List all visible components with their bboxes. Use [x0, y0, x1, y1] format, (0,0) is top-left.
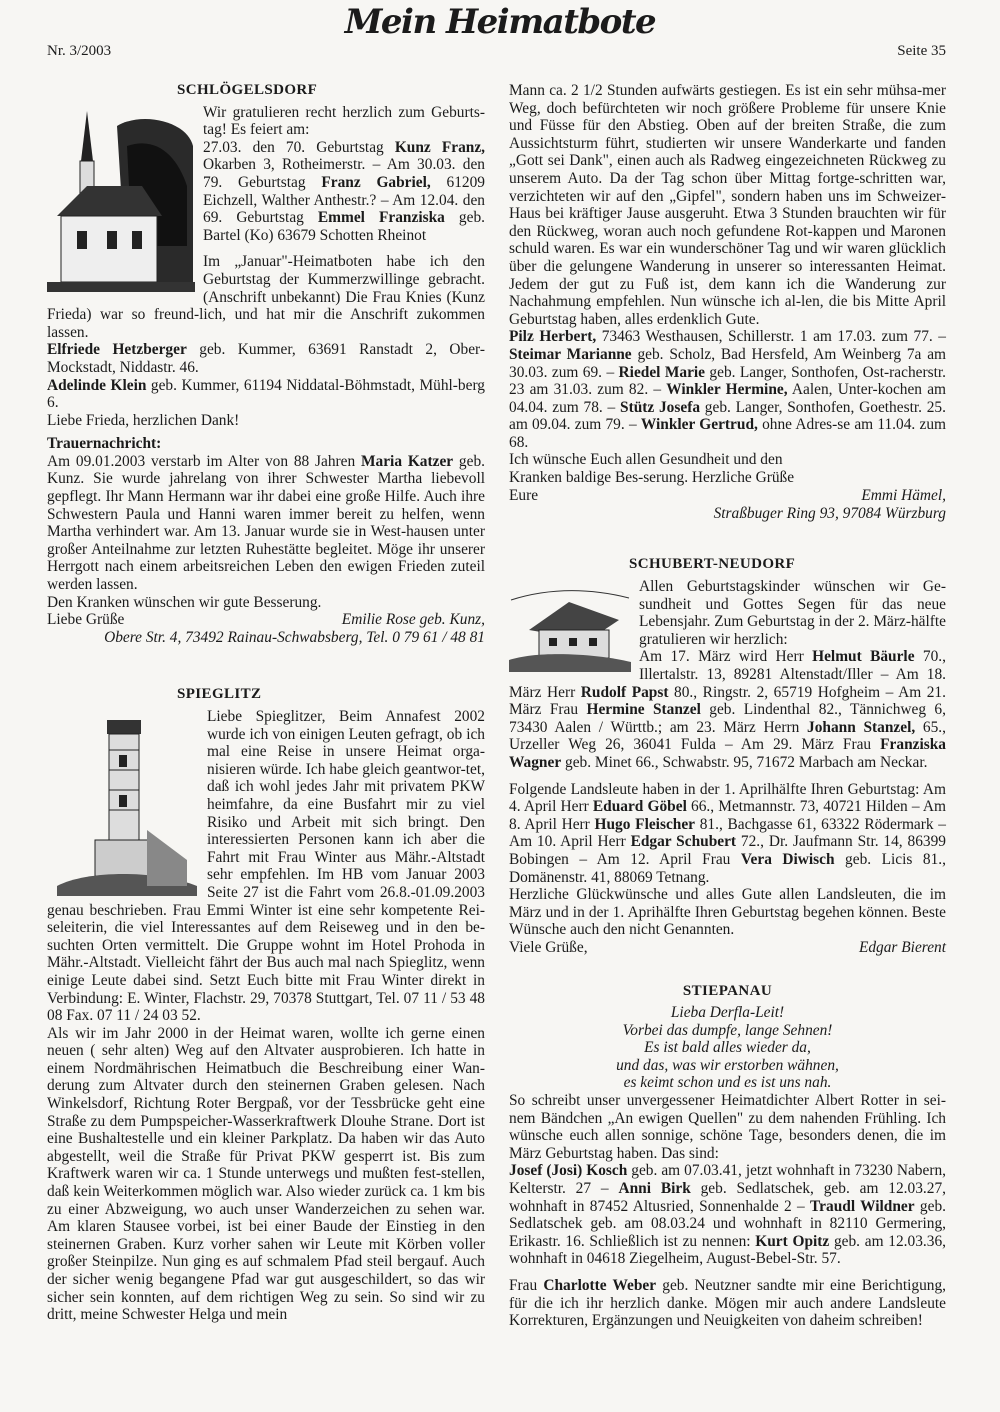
spieglitz-closing: Ich wünsche Euch allen Gesundheit und den Kranken baldige Bes-serung. Herzliche Grüße Eure [509, 451, 795, 504]
trauer-heading: Trauernachricht: [47, 435, 162, 453]
section-title-spieglitz: SPIEGLITZ [177, 686, 262, 703]
stiepanau-para3: Frau Charlotte Weber geb. Neutzner sandte mir eine Berichtigung, für die ich ihr herzlich danke. Mögen mir auch andere Landsleute Korrekturen, Ergänzungen und Neuigkeiten von daheim schreiben! [509, 1277, 947, 1330]
schloegelsdorf-para5: Liebe Frieda, herzlichen Dank! [47, 411, 240, 429]
schubert-birthdays-march: Am 17. März wird Herr Helmut Bäurle 70., Illertalstr. 13, 89281 Altenstadt/Iller – Am 18. März Herr Rudolf Papst 80., Ringstr. 2, 65719 Hofgheim – Am 21. März Frau Hermine Stanzel geb. Lindenthal 82., Tännichweg 6, 73430 Aalen / Württb.; am 23. März Herrn Johann Stanzel, 65., Urzeller Weg 26, 36041 Fulda – Am 29. März Frau Franziska Wagner geb. Minet 66., Schwabstr. 95, 71672 Marbach am Neckar. [509, 648, 946, 771]
tower-illustration [47, 710, 199, 896]
house-illustration [509, 580, 631, 672]
schloegelsdorf-para4: Adelinde Klein geb. Kummer, 61194 Niddatal-Böhmstadt, Mühl-berg 6. [47, 376, 485, 412]
spieglitz-birthdays: Pilz Herbert, 73463 Westhausen, Schillerstr. 1 am 17.03. zum 77. – Steimar Marianne geb. Scholz, Bad Hersfeld, Am Weinberg 7a am 30.03. zum 69. – Riedel Marie geb. Langer, Sonthofen, Ost-racherstr. 23 am 31.03. zum 82. – Winkler Hermine, Aalen, Unter-kochen am 04.04. zum 78. – Stütz Josefa geb. Langer, Sonthofen, Goethestr. 25. am 09.04. zum 79. – Winkler Gertrud, ohne Adres-se am 11.04. zum 68. [509, 328, 947, 451]
spieglitz-signature: Emmi Hämel, [861, 487, 946, 505]
schloegelsdorf-para3: Elfriede Hetzberger geb. Kummer, 63691 Ranstadt 2, Ober-Mockstadt, Niddastr. 46. [47, 341, 485, 376]
schloegelsdorf-para2: Im „Januar"-Heimatboten habe ich den Geburtstag der Kummerzwillinge gebracht. (Anschrift unbekannt) Die Frau Knies (Kunz Frieda) war so freund-lich, und hat mir die Anschrift zukommen lassen. [47, 253, 485, 341]
trauer-text: Am 09.01.2003 verstarb im Alter von 88 Jahren Maria Katzer geb. Kunz. Sie wurde jahrelang von ihrer Schwester Martha liebevoll gepflegt. Ihr Mann Hermann war ihr dabei eine große Hilfe. Auch ihre Schwestern Paula und Hanni waren immer bereit zu helfen, wenn Martha verhindert war. Am 13. Januar wurde sie in West-hausen unter großer Anteilnahme zur letzten Ruhestätte begleitet. Möge ihr unserer Herrgott nach einem arbeitsreichen Leben den ewigen Frieden zuteil werden lassen. [47, 452, 485, 594]
section-title-stiepanau: STIEPANAU [682, 982, 773, 999]
church-illustration [47, 106, 195, 292]
issue-number: Nr. 3/2003 [47, 43, 112, 59]
stiepanau-para1: So schreibt unser unvergessener Heimatdichter Albert Rotter in sei-nem Bändchen „An ewigen Quellen" zu dem nahenden Frühling. Ich wünsche euch allen sonnige, schöne Tage, besonders denen, die im März Geburtstag haben. Das sind: [509, 1092, 946, 1162]
schubert-signature: Viele Grüße, Edgar Bierent [509, 938, 946, 956]
signature-address: Obere Str. 4, 73492 Rainau-Schwabsberg, Tel. 0 79 61 / 48 81 [104, 628, 485, 646]
schubert-birthdays-april: Folgende Landsleute haben in der 1. Aprilhälfte Ihren Geburtstag: Am 4. April Herr Eduard Göbel 66., Metmannstr. 73, 40721 Hilden – Am 8. April Herr Hugo Fleischer 81., Bachgasse 61, 63322 Rödermark – Am 10. April Herr Edgar Schubert 72., Dr. Jaufmann Str. 14, 86399 Bobingen – Am 12. April Frau Vera Diwisch geb. Licis 81., Domänenstr. 41, 88069 Tetnang. [509, 780, 946, 886]
right-column [509, 82, 946, 1330]
section-title-schubert-neudorf: SCHUBERT-NEUDORF [629, 556, 796, 573]
spieglitz-signature-address: Straßbuger Ring 93, 97084 Würzburg [713, 504, 946, 522]
schloegelsdorf-intro: Wir gratulieren recht herzlich zum Geburts-tag! Es feiert am: 27.03. den 70. Geburtstag Kunz Franz, Okarben 3, Rotheimerstr. – Am 30.03. den 79. Geburtstag Franz Gabriel, 61209 Eichzell, Walther Anthestr.? – Am 12.04. den 69. Geburtstag Emmel Franziska geb. Bartel (Ko) 63679 Schotten Rheinot [203, 103, 486, 244]
schubert-intro: Allen Geburtstagskinder wünschen wir Ge-sundheit und Gottes Segen für das neue Lebensjahr. Zum Geburtstag in der 2. März-hälfte gratulieren wir herzlich: [639, 578, 946, 648]
stiepanau-birthdays: Josef (Josi) Kosch geb. am 07.03.41, jetzt wohnhaft in 73230 Nabern, Kelterstr. 27 – Anni Birk geb. Sedlatschek, geb. am 12.03.27, wohnhaft in 87452 Altusried, Sonnenhalde 2 – Traudl Wildner geb. Sedlatschek geb. am 08.03.24 und wohnhaft in 82110 Germering, Erikastr. 16. Schließlich ist zu nennen: Kurt Opitz geb. am 12.03.36, wohnhaft in 04618 Ziegelheim, August-Bebel-Str. 57. [509, 1162, 946, 1268]
masthead-logo: Mein Heimatbote [344, 2, 656, 42]
signature-line: Liebe Grüße Emilie Rose geb. Kunz, [47, 611, 485, 629]
section-title-schloegelsdorf: SCHLÖGELSDORF [177, 82, 318, 98]
left-column [47, 82, 485, 1324]
poem: Lieba Derfla-Leit! Vorbei das dumpfe, lange Sehnen! Es ist bald alles wieder da, und das, was wir erstorben wähnen, es keimt schon und es ist uns nah. [616, 1004, 839, 1092]
schubert-wishes: Herzliche Glückwünsche und alles Gute allen Landsleuten, die im März und in der 1. Aprihälfte Ihren Geburtstag begehen können. Beste Wünsche auch den nicht Genannten. [509, 886, 946, 939]
spieglitz-para2: Als wir im Jahr 2000 in der Heimat waren, wollte ich gerne einen neuen ( sehr alten) Weg auf den Altvater ausprobieren. Ich hatte in einem Nordmährischen Heimatbuch die Beschreibung einer Wan-derung zum Altvater durch den steinernen Graben gelesen. Nach Winkelsdorf, Richtung Roter Bergpaß, vor der Tessbrücke geht eine Straße zu dem Pumpspeicher-Wasserkraftwerk Dlouhe Strane. Dort ist eine Bushaltestelle und ein kleiner Parkplatz. Da haben wir das Auto abgestellt, weil die Straße für Privat PKW gesperrt ist. Bis zum Kraftwerk waren wir ca. 1 Stunde unterwegs und mußten fest-stellen, daß kein Weiterkommen möglich war. Also wieder zurück ca. 1 km bis zu einer Abzweigung, wo auch unser Wanderzeichen zu sehen war. Am klaren Stausee vorbei, ist bei einer Baude der Einstieg in den steinernen Graben. Kurz vorher sahen wir Leute mit Körben voller großer Steinpilze. Nun ging es auf schmalem Pfad steil bergauf. Auch der sicher wenig begangene Pfad war gut ausgeschildert, so das wir sicher sein konnten, auf dem richtigen Weg zu sein. So sind wir zu dritt, meine Schwester Helga und mein [47, 1024, 485, 1324]
page-number: Seite 35 [897, 43, 946, 59]
trauer-wish: Den Kranken wünschen wir gute Besserung. [47, 593, 322, 611]
spieglitz-continued: Mann ca. 2 1/2 Stunden aufwärts gestiegen. Es ist ein sehr mühsa-mer Weg, doch befürchteten wir noch größere Probleme für unsere Knie und Füsse für den Abstieg. Oben auf der breiten Straße, die zum Aussichtsturm führt, studierten wir unsere Wanderkarte und fanden „Gott sei Dank", einen auch als Radweg eingezeichneten Rückweg zu unserem Auto. Da der Tag schon über Mittag fortge-schritten war, verzichteten wir auf den „Gipfel", sondern haben uns im Schweizer-Haus bei kräftiger Jause ausgeruht. Etwa 3 Stunden brauchten wir für den Rückweg, woran auch noch gefundene Rot-kappen und Maronen schuld waren. Es war ein wunderschöner Tag und wir waren glücklich über die gelungene Wanderung in unserer so interessanten Heimat. Jedem der gut zu Fuß ist, dem kann ich die Wanderung zur Nachahmung empfehlen. Nun wünsche ich al-len, die bis Mitte April Geburtstag haben, alles erdenklich Gute. [509, 82, 946, 328]
page-header [0, 0, 1000, 60]
spieglitz-para1: Liebe Spieglitzer, Beim Annafest 2002 wurde ich von einigen Leuten gefragt, ob ich mal eine Reise in unsere Heimat orga-nisieren würde. Ich habe gleich geantwor-tet, daß ich wohl jedes Jahr mit privatem PKW heimfahre, da eine Busfahrt mir zu viel Risiko und Arbeit mit sich bringt. Den interessierten Personen kann ich aber die Fahrt mit Frau Winter aus Mähr.-Altstadt sehr empfehlen. Im HB vom Januar 2003 Seite 27 ist die Fahrt vom 26.8.-01.09.2003 genau beschrieben. Frau Emmi Winter ist eine sehr kompetente Rei-seleiterin, die viel Interessantes auf dem Reiseweg und in den be-suchten Orten vermittelt. Die Gruppe wohnt im Hotel Prohoda in Mähr.-Altstadt. Vielleicht fährt der Bus auch mal nach Spieglitz, wenn einige Leute dabei sind. Setzt Euch bitte mit Frau Winter direkt in Verbindung: E. Winter, Flachstr. 29, 70378 Stuttgart, Tel. 07 11 / 53 48 08 Fax. 07 11 / 24 03 52. [47, 708, 485, 1025]
